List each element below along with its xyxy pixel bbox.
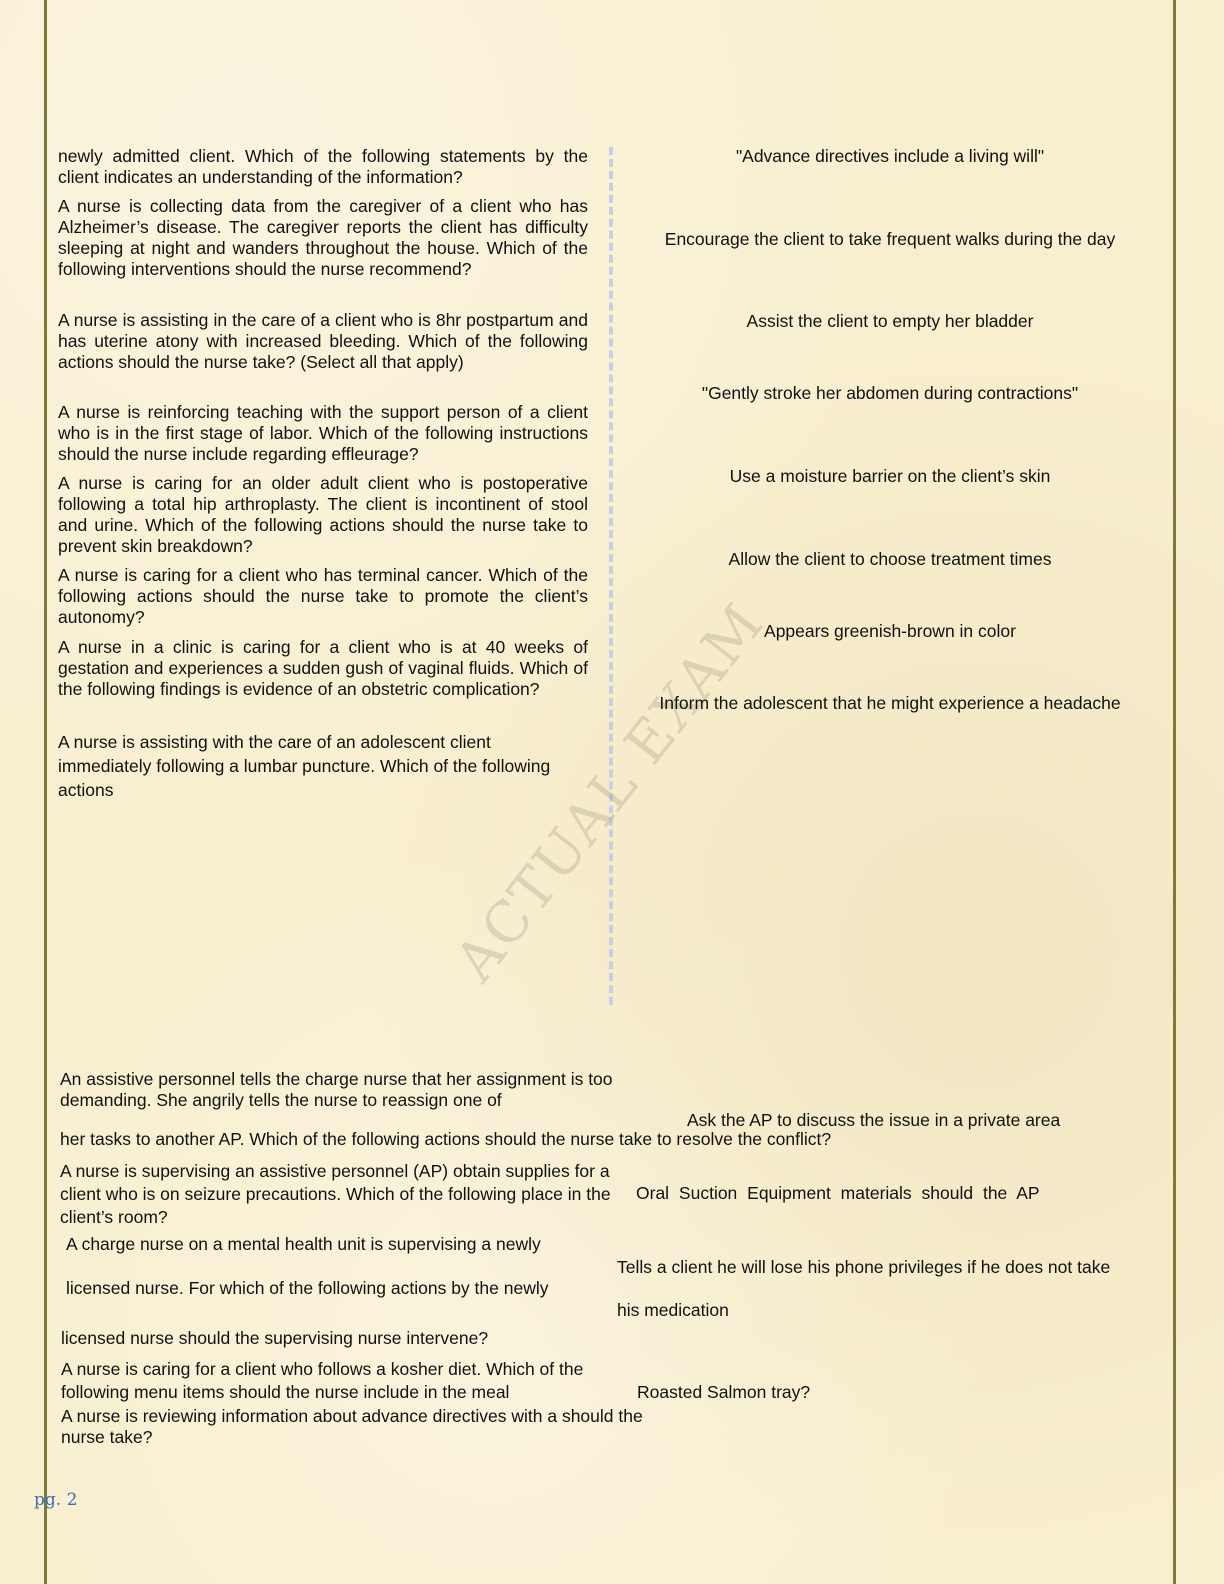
answer-text: Ask the AP to discuss the issue in a private area xyxy=(687,1110,1061,1130)
question-text: her tasks to another AP. Which of the following actions should the nurse take to resolve the conflict? xyxy=(60,1129,832,1149)
column-divider xyxy=(609,147,613,1005)
answer-text: Roasted Salmon tray? xyxy=(637,1382,811,1402)
answer-text: "Gently stroke her abdomen during contractions" xyxy=(701,383,1079,403)
question-text: A nurse is supervising an assistive personnel (AP) obtain supplies for a client who is on seizure precautions. Which of the following place in the client’s room? xyxy=(60,1161,611,1227)
question-text: A nurse is collecting data from the caregiver of a client who has Alzheimer’s disease. The caregiver reports the client has difficulty sleeping at night and wanders throughout the house. Which of the following interventions should the nurse recommend? xyxy=(58,196,588,279)
question-text: A nurse is reinforcing teaching with the support person of a client who is in the first stage of labor. Which of the following instructions should the nurse include regarding effleurage? xyxy=(58,402,588,464)
question-text: licensed nurse. For which of the following actions by the newly xyxy=(66,1278,549,1298)
question-text: A charge nurse on a mental health unit is supervising a newly xyxy=(66,1234,541,1254)
answer-text: Inform the adolescent that he might experience a headache xyxy=(659,693,1121,713)
question-text: newly admitted client. Which of the following statements by the client indicates an understanding of the information? xyxy=(58,146,588,187)
question-text: A nurse in a clinic is caring for a client who is at 40 weeks of gestation and experiences a sudden gush of vaginal fluids. Which of the following findings is evidence of an obstetric complication? xyxy=(58,637,588,699)
question-text: A nurse is caring for an older adult client who is postoperative following a total hip arthroplasty. The client is incontinent of stool and urine. Which of the following actions should the nurse take to prevent skin breakdown? xyxy=(58,473,588,556)
question-text: A nurse is assisting in the care of a client who is 8hr postpartum and has uterine atony with increased bleeding. Which of the following actions should the nurse take? (Select all that apply) xyxy=(58,310,588,372)
question-text: A nurse is reviewing information about advance directives with a should the nurse take? xyxy=(61,1406,643,1447)
question-text: A nurse is assisting with the care of an adolescent client immediately following a lumbar puncture. Which of the following actions xyxy=(58,732,551,800)
page-border-right xyxy=(1173,0,1176,1584)
answer-text: Tells a client he will lose his phone privileges if he does not take xyxy=(617,1257,1111,1277)
page-border-left xyxy=(44,0,47,1584)
answer-text: "Advance directives include a living will" xyxy=(735,146,1045,166)
question-text: A nurse is caring for a client who follows a kosher diet. Which of the following menu items should the nurse include in the meal xyxy=(61,1359,584,1402)
answer-text: Use a moisture barrier on the client’s skin xyxy=(729,466,1051,486)
answer-text: Assist the client to empty her bladder xyxy=(746,311,1034,331)
watermark: ACTUAL EXAM xyxy=(442,591,778,994)
answer-text: Allow the client to choose treatment times xyxy=(728,549,1052,569)
question-text: A nurse is caring for a client who has terminal cancer. Which of the following actions should the nurse take to promote the client’s autonomy? xyxy=(58,565,588,627)
answer-text: Encourage the client to take frequent walks during the day xyxy=(664,229,1116,249)
question-text: licensed nurse should the supervising nurse intervene? xyxy=(61,1328,489,1348)
answer-text: Appears greenish-brown in color xyxy=(764,621,1016,641)
page-number: pg. 2 xyxy=(34,1490,78,1510)
question-text: An assistive personnel tells the charge nurse that her assignment is too demanding. She angrily tells the nurse to reassign one of xyxy=(60,1069,613,1110)
answer-text: his medication xyxy=(617,1300,729,1320)
answer-text: Oral Suction Equipment materials should the AP xyxy=(636,1183,1040,1203)
